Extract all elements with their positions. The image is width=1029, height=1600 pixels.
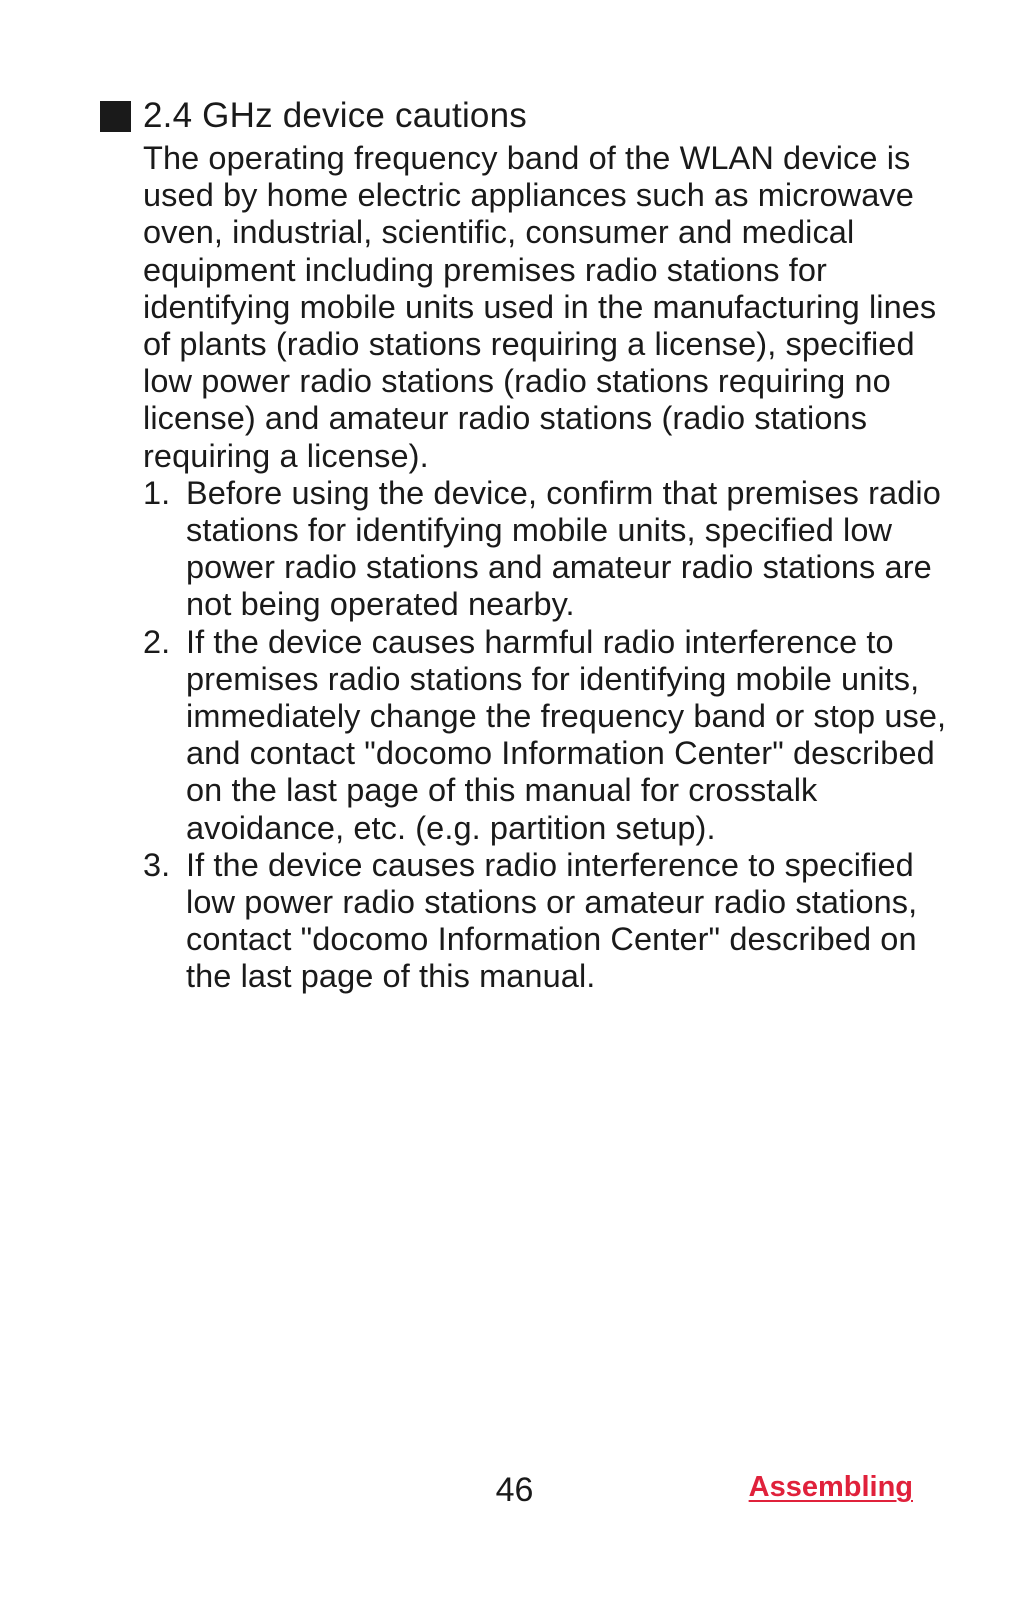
section-link-assembling[interactable]: Assembling xyxy=(748,1471,913,1503)
section-heading xyxy=(100,92,960,140)
section-heading-text: 2.4 GHz device cautions xyxy=(143,96,527,135)
list-item xyxy=(143,624,960,847)
caution-section xyxy=(100,92,960,996)
list-item xyxy=(143,847,960,996)
caution-list xyxy=(143,475,960,996)
list-item-text: Before using the device, confirm that premises radio stations for identifying mobile units, specified low power radio stations and amateur radio stations are not being operated nearby. xyxy=(186,474,941,623)
list-item-text: If the device causes harmful radio interference to premises radio stations for identifying mobile units, immediately change the frequency band or stop use, and contact "docomo Information Center" described on the last page of this manual for crosstalk avoidance, etc. (e.g. partition setup). xyxy=(186,623,947,846)
intro-paragraph: The operating frequency band of the WLAN device is used by home electric appliances such as microwave oven, industrial, scientific, consumer and medical equipment including premises radio stations for identifying mobile units used in the manufacturing lines of plants (radio stations requiring a license), specified low power radio stations (radio stations requiring no license) and amateur radio stations (radio stations requiring a license). xyxy=(143,140,937,474)
list-item xyxy=(143,475,960,624)
square-bullet-icon xyxy=(100,101,131,132)
list-item-number: 2. xyxy=(143,623,171,660)
list-item-text: If the device causes radio interference to specified low power radio stations or amateur radio stations, contact "docomo Information Center" described on the last page of this manual. xyxy=(186,846,918,995)
list-item-number: 3. xyxy=(143,846,171,883)
list-item-number: 1. xyxy=(143,474,171,511)
page-number: 46 xyxy=(495,1471,534,1509)
